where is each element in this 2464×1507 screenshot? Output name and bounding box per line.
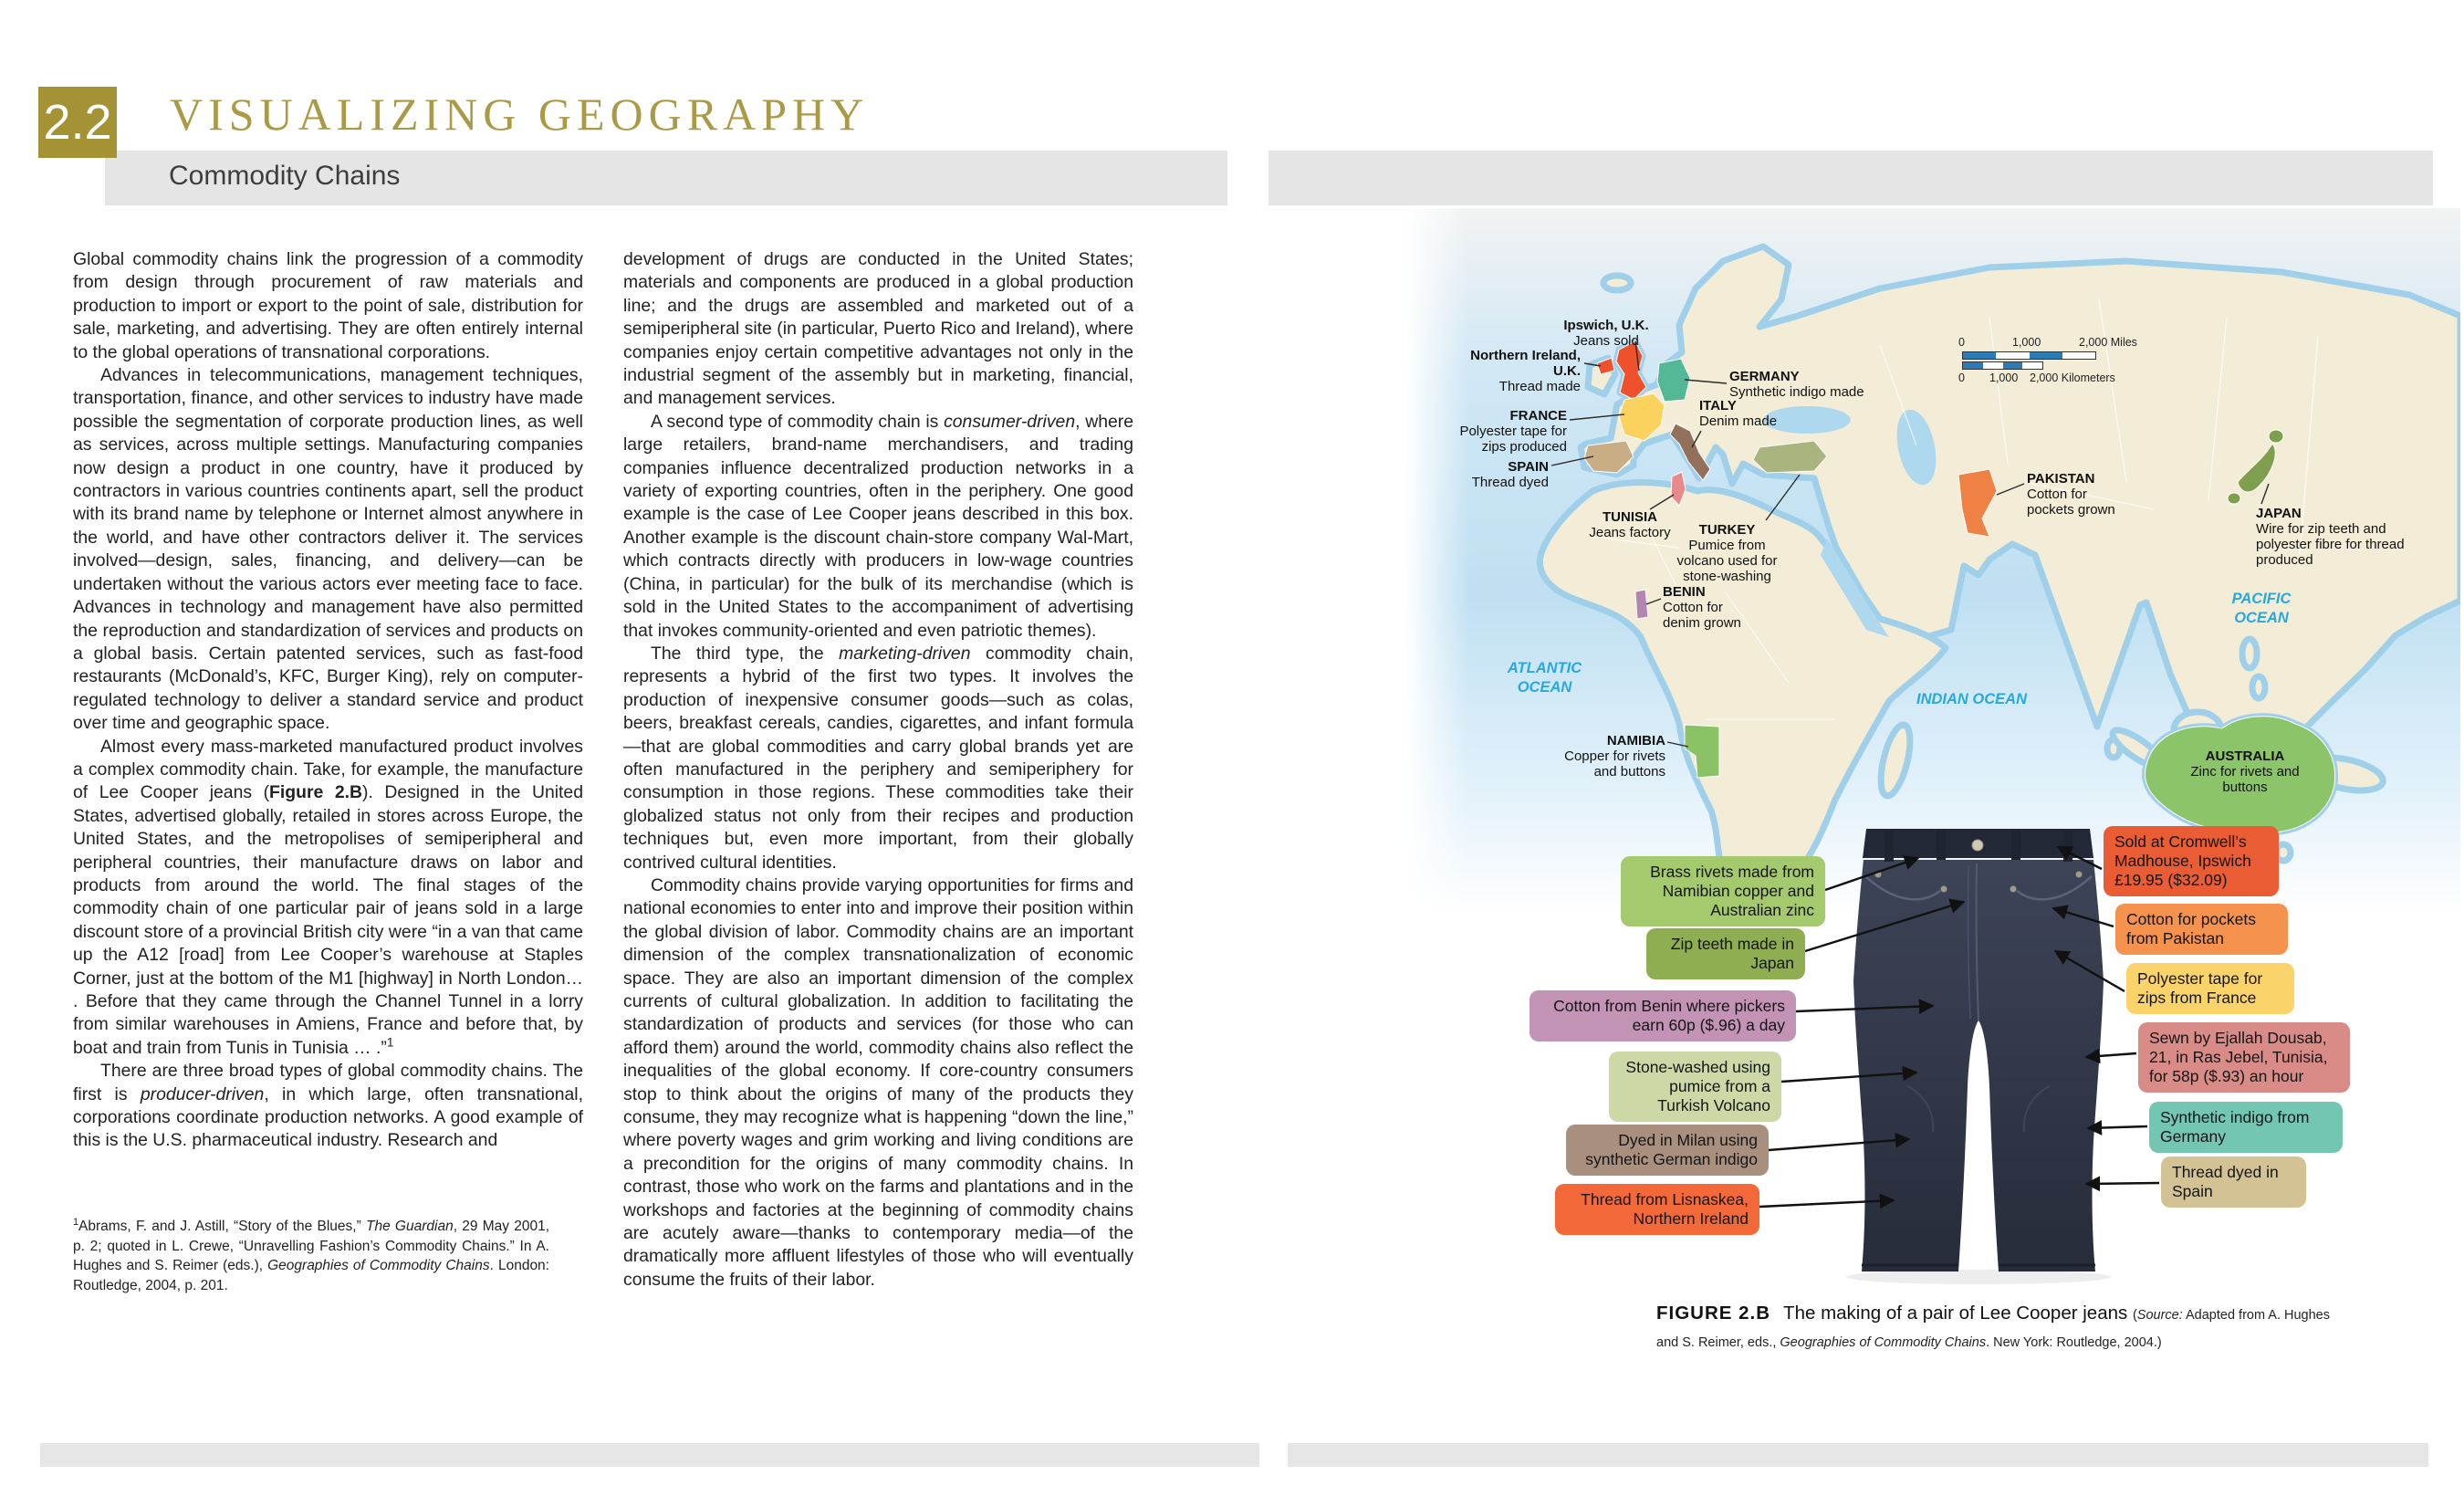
section-number: 2.2 (43, 95, 112, 150)
footer-bar-left (40, 1443, 1259, 1467)
scale-tick: 2,000 Kilometers (2030, 372, 2115, 384)
text-column-2 (623, 248, 1133, 1292)
callout-dyed-milan: Dyed in Milan using synthetic German indigo (1566, 1125, 1769, 1176)
country-japan-north (2269, 430, 2283, 443)
map-scale-bar (1958, 336, 2199, 384)
ocean-label-indian: INDIAN OCEAN (1916, 691, 2028, 707)
map-label-italy: ITALY Denim made (1699, 398, 1778, 429)
figure-caption-title: The making of a pair of Lee Cooper jeans (1783, 1303, 2128, 1324)
page-title: VISUALIZING GEOGRAPHY (170, 89, 870, 140)
land-iceland (1603, 276, 1631, 290)
text-column-1 (73, 248, 583, 1153)
paragraph: Advances in telecommunications, management techniques, transportation, finance, and other services to industry have made possible the segmentation of corporate production lines, as well as services, across multiple settings. Manufacturing companies now design a product in one country, have it produced by contractors in various countries continents apart, sell the product with its brand name by telephone or Internet almost anywhere in the world, and have other contractors deliver it. The services involved—design, sales, financing, and delivery—can be undertaken without the various actors ever meeting face to face. Advances in technology and management have also permitted the reproduction and standardization of services and products on a global basis. Certain patented services, such as fast-food restaurants (McDonald’s, KFC, Burger King), rely on computer-regulated technology to deliver a standard service and product over time and geographic space. (73, 365, 583, 734)
map-label-tunisia: TUNISIA Jeans factory (1589, 509, 1671, 540)
map-label-ipswich-uk: Ipswich, U.K. Jeans sold (1563, 318, 1649, 349)
paragraph: Commodity chains provide varying opportunities for firms and national economies to enter into and improve their position within the global division of labor. Commodity chains are an important dimension of the complex transnationalization of economic space. They are also an important dimension of the complex currents of cultural globalization. In addition to facilitating the standardization of products and services (for those who can afford them) around the world, commodity chains also reflect the inequalities of the global economy. If core-country consumers stop to think about the origins of many of the products they consume, they may recognize what is happening “down the line,” where poverty wages and grim working and living conditions are a precondition for the origins of many commodity chains. In contrast, those who work on the farms and plantations and in the workshops and factories at the beginning of commodity chains are acutely aware—thanks to contemporary media—of the dramatically more affluent lifestyles of those who will eventually consume the fruits of their labor. (623, 874, 1133, 1290)
map-label-france: FRANCE Polyester tape for zips produced (1459, 408, 1567, 455)
scale-tick: 2,000 Miles (2079, 336, 2137, 349)
jeans-figure (1542, 812, 2354, 1296)
land-philippines (2242, 639, 2257, 668)
callout-zip-teeth: Zip teeth made in Japan (1646, 928, 1805, 979)
callout-stone-washed: Stone-washed using pumice from a Turkish Volcano (1609, 1052, 1781, 1122)
paragraph: Global commodity chains link the progression of a commodity from design through procurement of raw materials and production to import or export to the point of sale, distribution for sale, marketing, and advertising. They are often entirely internal to the global operations of transnational corporations. (73, 249, 583, 362)
land-philippines-2 (2252, 676, 2265, 698)
country-japan-south (2228, 493, 2240, 504)
figure-caption-label: FIGURE 2.B (1656, 1303, 1771, 1324)
scale-bar-miles (1962, 351, 2096, 360)
figure-caption-source: (Source: Adapted from A. Hughes and S. Reimer, eds., Geographies of Commodity Chains. New York: Routledge, 2004.) (1656, 1308, 2330, 1350)
section-number-box (38, 87, 117, 158)
paragraph: There are three broad types of global commodity chains. The first is producer-driven, in which large, often transnational, corporations coordinate production networks. A good example of this is the U.S. pharmaceutical industry. Research and (73, 1061, 584, 1151)
paragraph: Almost every mass-marketed manufactured product involves a complex commodity chain. Take, for example, the manufacture of Lee Cooper jeans (Figure 2.B). Designed in the United States, advertised globally, retailed in stores across Europe, the United States, and the metropolises of semiperipheral and peripheral countries, their manufacture draws on labor and products from around the world. The final stages of the commodity chain of one particular pair of jeans sold in a large discount store of a provincial British city were “in a van that came up the A12 [road] from Lee Cooper’s warehouse at Staples Corner, just at the bottom of the M1 [highway] in North London… . Before that they came through the Channel Tunnel in a lorry from similar warehouses in Amiens, France and before that, by boat and train from Tunis in Tunisia … .”$^1$ (73, 736, 583, 1058)
map-label-australia: AUSTRALIA Zinc for rivets and buttons (2190, 748, 2300, 795)
callout-sold-cromwells: Sold at Cromwell’s Madhouse, Ipswich £19.95 ($32.09) (2104, 826, 2279, 896)
ocean-label-pacific: PACIFIC OCEAN (2231, 591, 2292, 626)
footnote: $^1$Abrams, F. and J. Astill, “Story of the Blues,” The Guardian, 29 May 2001, p. 2; quoted in L. Crewe, “Unravelling Fashion’s Commodity Chains.” In A. Hughes and S. Reimer (eds.), Geographies of Commodity Chains. London: Routledge, 2004, p. 201. (73, 1216, 550, 1293)
figure-caption (1656, 1301, 2352, 1355)
map-label-turkey: TURKEY Pumice from volcano used for stone-washing (1676, 522, 1778, 584)
scale-tick: 0 (1958, 372, 1965, 384)
map-label-spain: SPAIN Thread dyed (1471, 459, 1549, 490)
ocean-label-atlantic: ATLANTIC OCEAN (1507, 660, 1582, 696)
scale-tick: 1,000 (1989, 372, 2019, 384)
callout-cotton-benin: Cotton from Benin where pickers earn 60p ($.96) a day (1530, 990, 1796, 1041)
scale-tick: 1,000 (2012, 336, 2041, 349)
country-benin (1635, 590, 1648, 619)
paragraph: development of drugs are conducted in the United States; materials and components are produced in a global production line; and the drugs are assembled and marketed out of a semiperipheral site (in particular, Puerto Rico and Ireland), where companies enjoy certain competitive advantages not only in the industrial segment of the assembly but in marketing, financial, and management services. (623, 249, 1133, 409)
callout-thread-lisnaskea: Thread from Lisnaskea, Northern Ireland (1555, 1184, 1759, 1235)
jeans-shadow (1846, 1270, 2111, 1284)
map-label-northern-ireland: Northern Ireland, U.K. Thread made (1470, 348, 1581, 394)
callout-cotton-pakistan: Cotton for pockets from Pakistan (2115, 904, 2288, 955)
scale-bar-kilometers (1962, 361, 2043, 370)
callout-brass-rivets: Brass rivets made from Namibian copper and Australian zinc (1621, 856, 1825, 926)
map-label-namibia: NAMIBIA Copper for rivets and buttons (1564, 733, 1665, 780)
jeans-body (1853, 860, 2104, 1272)
callout-thread-spain: Thread dyed in Spain (2161, 1156, 2306, 1208)
map-label-germany: GERMANY Synthetic indigo made (1729, 369, 1864, 400)
world-map-figure (1405, 208, 2460, 913)
subtitle-bar-right (1269, 151, 2433, 205)
callout-polyester-tape: Polyester tape for zips from France (2126, 963, 2294, 1014)
paragraph: The third type, the marketing-driven commodity chain, represents a hybrid of the first two types. It involves the production of inexpensive consumer goods—such as colas, beers, breakfast cereals, candies, cigarettes, and infant formula—that are global commodities and carry global brands yet are often manufactured in the periphery and semiperiphery for consumption in those regions. These commodities take their globalized status not only from their recipes and production techniques but, even more important, from their globally contrived cultural identities. (623, 643, 1133, 873)
jeans-button (1972, 840, 1983, 851)
page-subtitle: Commodity Chains (169, 161, 401, 191)
map-label-japan: JAPAN Wire for zip teeth and polyester fibre for thread produced (2256, 506, 2405, 568)
callout-synthetic-indigo: Synthetic indigo from Germany (2149, 1102, 2343, 1153)
callout-sewn-ejallah: Sewn by Ejallah Dousab, 21, in Ras Jebel, Tunisia, for 58p ($.93) an hour (2138, 1022, 2350, 1093)
map-edge-fade (1405, 208, 1469, 913)
scale-tick: 0 (1958, 336, 1965, 349)
footer-bar-right (1288, 1443, 2428, 1467)
map-label-benin: BENIN Cotton for denim grown (1663, 584, 1741, 631)
paragraph: A second type of commodity chain is consumer-driven, where large retailers, brand-name merchandisers, and trading companies influence decentralized production networks in a variety of exporting countries, often in the periphery. One good example is the case of Lee Cooper jeans described in this box. Another example is the discount chain-store company Wal-Mart, which contracts directly with producers in low-wage countries (China, in particular) for the bulk of its merchandise (which is sold in the United States to the accompaniment of advertising that invokes community-oriented and even patriotic themes). (623, 411, 1134, 641)
map-label-pakistan: PAKISTAN Cotton for pockets grown (2027, 471, 2115, 518)
